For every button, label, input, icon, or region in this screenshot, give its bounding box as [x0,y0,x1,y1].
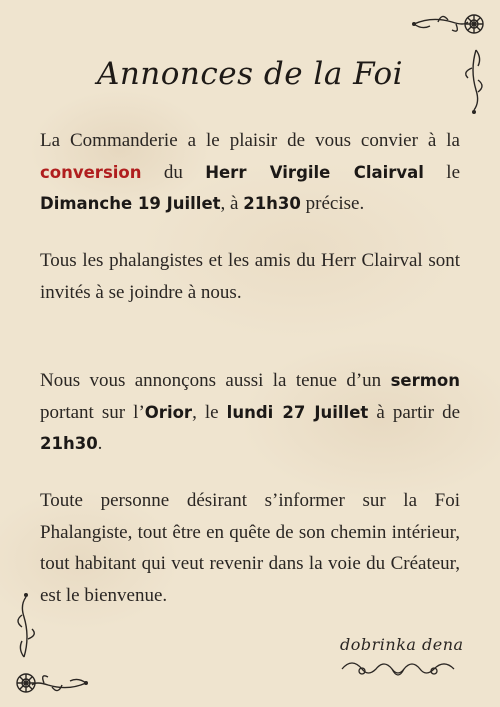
announcement-conversion: La Commanderie a le plaisir de vous convier à la conversion du Herr Virgile Clairval le Dimanche 19 Juillet, à 21h30 précise. [40,130,460,214]
page-title: Annonces de la Foi [96,56,404,92]
corner-ornament-icon [10,592,88,697]
announcement-sermon: Nous vous annonçons aussi la tenue d’un sermon portant sur l’Orior, le lundi 27 Juillet à partir de 21h30. [40,370,460,454]
signature: dobrinka dena [340,635,464,654]
signature-flourish-icon [338,655,458,683]
announcement-invitation: Tous les phalangistes et les amis du Herr Clairval sont invités à se joindre à nous. [40,250,460,303]
announcement-welcome: Toute personne désirant s’informer sur la Foi Phalangiste, tout être en quête de son chemin intérieur, tout habitant qui veut revenir dans la voie du Créateur, est le bienvenue. [40,490,460,606]
